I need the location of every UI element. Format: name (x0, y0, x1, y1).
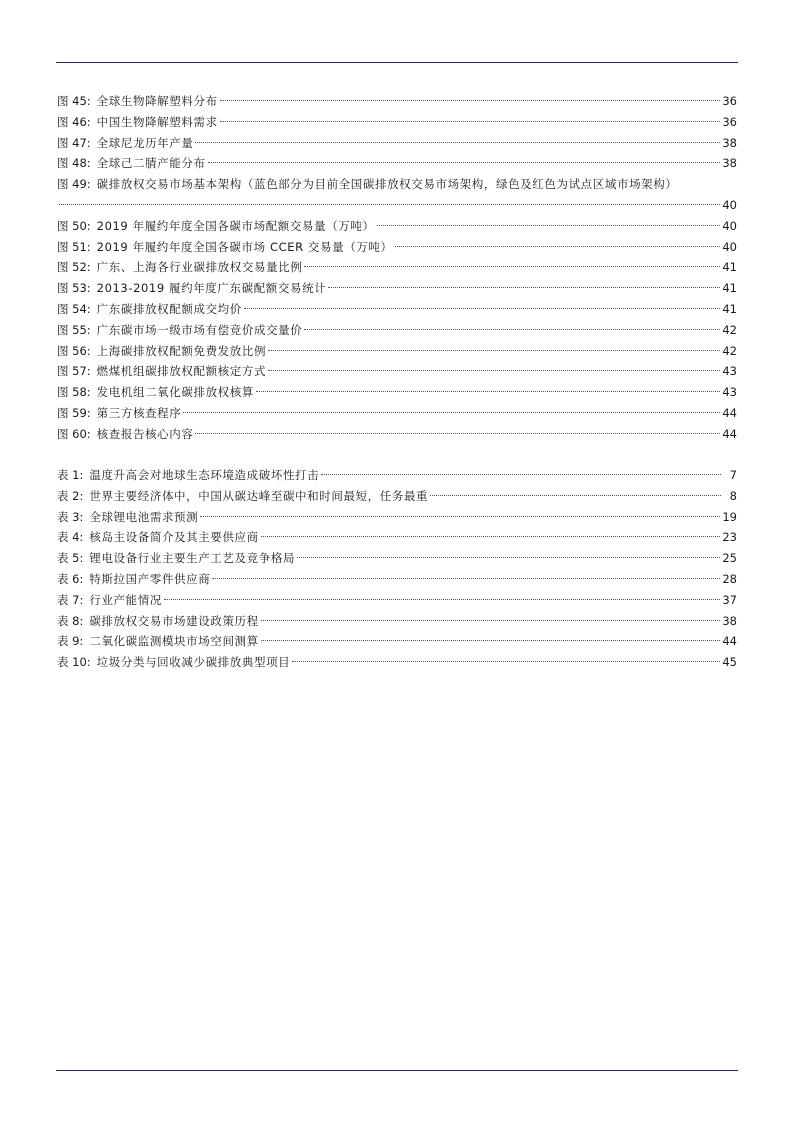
entry-page-number: 36 (722, 114, 737, 129)
entry-title: 广东、上海各行业碳排放权交易量比例 (96, 260, 303, 275)
entry-label: 图 54 (57, 301, 87, 316)
dot-leader (261, 640, 721, 641)
dot-leader (261, 620, 721, 621)
dot-leader (268, 350, 720, 351)
entry-title: 核岛主设备简介及其主要供应商 (89, 530, 259, 545)
dot-leader (377, 225, 721, 226)
entry-label: 表 7 (57, 592, 80, 607)
figure-entry[interactable] (57, 257, 737, 278)
entry-colon: : (79, 613, 84, 628)
entry-label: 图 46 (57, 114, 87, 129)
entry-page-number: 45 (722, 655, 737, 670)
entry-title: 第三方核查程序 (96, 405, 182, 420)
entry-label: 表 9 (57, 634, 80, 649)
entry-title: 二氧化碳监测模块市场空间测算 (89, 634, 259, 649)
entry-colon: : (79, 634, 84, 649)
entry-colon: : (86, 114, 91, 129)
entry-page-number: 42 (722, 322, 737, 337)
figure-entry[interactable] (57, 91, 737, 112)
entry-colon: : (79, 488, 84, 503)
entry-label: 图 51 (57, 239, 87, 254)
table-entry[interactable] (57, 507, 737, 528)
entry-colon: : (86, 385, 91, 400)
entry-page-number: 44 (722, 405, 737, 420)
entry-colon: : (86, 218, 91, 233)
entry-title: 全球己二腈产能分布 (96, 156, 206, 171)
figure-entry[interactable] (57, 112, 737, 133)
dot-leader (208, 162, 721, 163)
entry-page-number: 28 (722, 571, 737, 586)
entry-title: 垃圾分类与回收减少碳排放典型项目 (96, 655, 291, 670)
dot-leader (256, 391, 720, 392)
dot-leader (164, 599, 720, 600)
entry-title: 行业产能情况 (89, 592, 162, 607)
dot-leader (430, 495, 721, 496)
figure-entry[interactable] (57, 278, 737, 299)
figure-entry[interactable] (57, 153, 737, 174)
table-entry[interactable] (57, 569, 737, 590)
entry-page-number: 40 (722, 239, 737, 254)
entry-title: 锂电设备行业主要生产工艺及竞争格局 (89, 551, 296, 566)
dot-leader (261, 536, 721, 537)
entry-colon: : (86, 405, 91, 420)
dot-leader (212, 578, 720, 579)
entry-colon: : (86, 156, 91, 171)
table-entry[interactable] (57, 465, 737, 486)
entry-title: 燃煤机组碳排放权配额核定方式 (96, 364, 267, 379)
entry-colon: : (86, 426, 91, 441)
table-entry[interactable] (57, 548, 737, 569)
table-entry[interactable] (57, 527, 737, 548)
table-entry[interactable] (57, 611, 737, 632)
figure-entry[interactable] (57, 237, 737, 258)
entry-title: 碳排放权交易市场建设政策历程 (89, 613, 259, 628)
entry-title: 发电机组二氧化碳排放权核算 (96, 385, 254, 400)
entry-title: 碳排放权交易市场基本架构（蓝色部分为目前全国碳排放权交易市场架构，绿色及红色为试点区域市场架构） (96, 177, 678, 192)
dot-leader (195, 433, 720, 434)
entry-page-number: 41 (722, 260, 737, 275)
entry-colon: : (86, 239, 91, 254)
entry-colon: : (86, 343, 91, 358)
dot-leader (200, 516, 720, 517)
entry-label: 图 45 (57, 94, 87, 108)
figure-entry[interactable] (57, 341, 737, 362)
entry-title: 广东碳排放权配额成交均价 (96, 301, 242, 316)
entry-label: 表 3 (57, 509, 80, 524)
entry-label: 图 60 (57, 426, 87, 441)
entry-title: 2013-2019 履约年度广东碳配额交易统计 (96, 281, 327, 296)
table-entry[interactable] (57, 631, 737, 652)
entry-page-number: 36 (722, 94, 737, 108)
entry-title: 核查报告核心内容 (96, 426, 194, 441)
figure-entry[interactable] (57, 299, 737, 320)
dot-leader (321, 474, 721, 475)
figure-entry[interactable] (57, 216, 737, 237)
entry-colon: : (79, 509, 84, 524)
dot-leader (268, 370, 720, 371)
entry-label: 图 49 (57, 177, 87, 192)
entry-colon: : (86, 177, 91, 192)
dot-leader (244, 308, 720, 309)
entry-label: 表 2 (57, 488, 80, 503)
dot-leader (328, 287, 720, 288)
dot-leader (297, 557, 720, 558)
entry-label: 图 57 (57, 364, 87, 379)
entry-colon: : (79, 468, 84, 482)
entry-title: 广东碳市场一级市场有偿竞价成交量价 (96, 322, 303, 337)
entry-label: 图 52 (57, 260, 87, 275)
dot-leader (183, 412, 720, 413)
entry-colon: : (86, 281, 91, 296)
entry-label: 表 4 (57, 530, 80, 545)
dot-leader (292, 661, 720, 662)
entry-label: 表 6 (57, 571, 80, 586)
entry-title: 特斯拉国产零件供应商 (89, 571, 211, 586)
dot-leader (220, 121, 721, 122)
entry-page-number: 43 (722, 364, 737, 379)
entry-label: 图 58 (57, 385, 87, 400)
entry-page-number: 44 (722, 426, 737, 441)
entry-colon: : (86, 322, 91, 337)
footer-rule (56, 1070, 738, 1071)
entry-page-number: 8 (729, 488, 737, 503)
dot-leader (304, 329, 720, 330)
entry-page-number: 41 (722, 281, 737, 296)
figure-entry[interactable] (57, 320, 737, 341)
dot-leader (395, 246, 721, 247)
entry-label: 图 48 (57, 156, 87, 171)
entry-colon: : (86, 655, 91, 670)
figure-entry[interactable] (57, 361, 737, 382)
entry-title: 2019 年履约年度全国各碳市场配额交易量（万吨） (96, 218, 375, 233)
entry-page-number: 42 (722, 343, 737, 358)
table-entry[interactable] (57, 590, 737, 611)
entry-colon: : (86, 301, 91, 316)
entry-page-number: 40 (722, 197, 737, 212)
entry-colon: : (79, 530, 84, 545)
dot-leader (304, 266, 720, 267)
entry-title: 上海碳排放权配额免费发放比例 (96, 343, 267, 358)
dot-leader (59, 204, 720, 205)
entry-label: 表 10 (57, 655, 87, 670)
table-entry[interactable] (57, 486, 737, 507)
entry-label: 图 56 (57, 343, 87, 358)
figure-index (57, 91, 737, 445)
figure-entry[interactable] (57, 174, 737, 195)
entry-page-number: 19 (722, 509, 737, 524)
entry-page-number: 44 (722, 634, 737, 649)
header-rule (56, 62, 738, 63)
entry-label: 表 5 (57, 551, 80, 566)
table-index (57, 465, 737, 673)
table-entry[interactable] (57, 652, 737, 673)
entry-colon: : (86, 135, 91, 150)
entry-page-number: 38 (722, 613, 737, 628)
figure-entry[interactable] (57, 403, 737, 424)
entry-colon: : (86, 364, 91, 379)
entry-colon: : (79, 592, 84, 607)
entry-page-number: 38 (722, 135, 737, 150)
figure-entry[interactable] (57, 133, 737, 154)
entry-title: 全球尼龙历年产量 (96, 135, 194, 150)
entry-title: 全球生物降解塑料分布 (96, 94, 218, 108)
figure-entry-continuation (57, 195, 737, 216)
figure-entry[interactable] (57, 424, 737, 445)
dot-leader (195, 142, 720, 143)
entry-title: 中国生物降解塑料需求 (96, 114, 218, 129)
entry-label: 图 50 (57, 218, 87, 233)
entry-page-number: 23 (722, 530, 737, 545)
entry-page-number: 41 (722, 301, 737, 316)
entry-title: 2019 年履约年度全国各碳市场 CCER 交易量（万吨） (96, 239, 393, 254)
entry-colon: : (79, 571, 84, 586)
entry-label: 图 59 (57, 405, 87, 420)
entry-title: 温度升高会对地球生态环境造成破坏性打击 (89, 468, 320, 482)
figure-entry[interactable] (57, 382, 737, 403)
entry-colon: : (86, 94, 91, 108)
entry-title: 世界主要经济体中，中国从碳达峰至碳中和时间最短，任务最重 (89, 488, 429, 503)
entry-page-number: 7 (729, 468, 737, 482)
entry-label: 表 1 (57, 468, 80, 482)
entry-label: 图 47 (57, 135, 87, 150)
entry-colon: : (79, 551, 84, 566)
entry-page-number: 38 (722, 156, 737, 171)
entry-page-number: 40 (722, 218, 737, 233)
entry-label: 表 8 (57, 613, 80, 628)
entry-colon: : (86, 260, 91, 275)
entry-page-number: 37 (722, 592, 737, 607)
entry-page-number: 43 (722, 385, 737, 400)
entry-label: 图 53 (57, 281, 87, 296)
entry-label: 图 55 (57, 322, 87, 337)
entry-title: 全球锂电池需求预测 (89, 509, 199, 524)
dot-leader (220, 100, 721, 101)
entry-page-number: 25 (722, 551, 737, 566)
